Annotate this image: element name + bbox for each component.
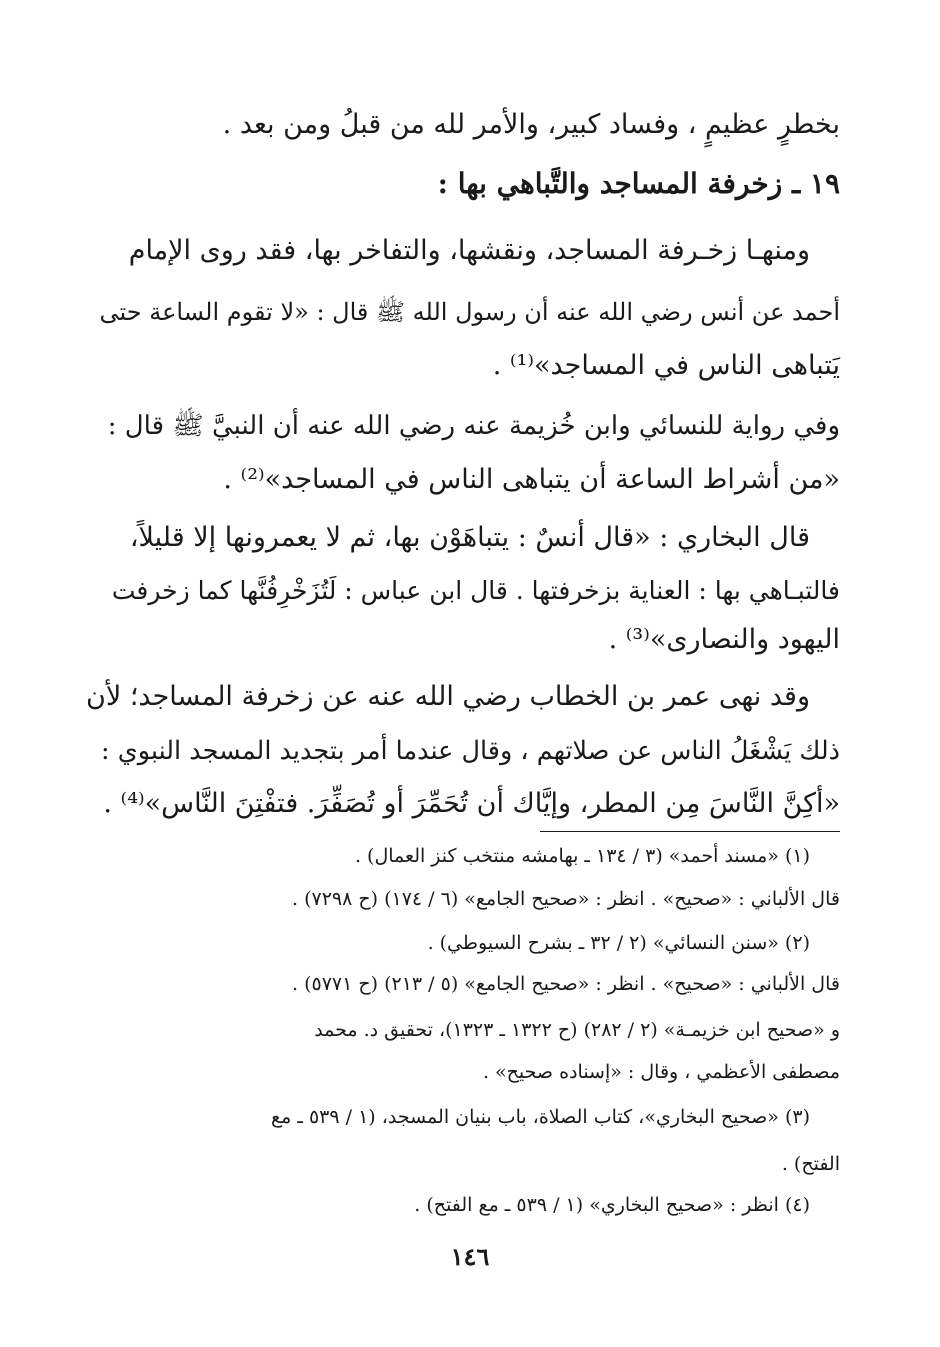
- body-line: ذلك يَشْغَلُ الناس عن صلاتهم ، وقال عندما أمر بتجديد المسجد النبوي :: [101, 736, 840, 766]
- footnote-line: قال الألباني : «صحيح» . انظر : «صحيح الجامع» (٦ / ١٧٤) (ح ٧٢٩٨) .: [291, 888, 840, 910]
- body-line: فالتبـاهي بها : العناية بزخرفتها . قال ابن عباس : لَتُزَخْرِفُنَّها كما زخرفت: [111, 576, 840, 605]
- section-heading: ١٩ ـ زخرفة المساجد والتَّباهي بها :: [437, 167, 840, 200]
- body-line: ومنهـا زخـرفة المساجد، ونقشها، والتفاخر بها، فقد روى الإمام: [128, 235, 810, 266]
- body-line: «أكِنَّ النَّاسَ مِن المطر، وإيَّاك أن تُحَمِّرَ أو تُصَفِّرَ. فتفْتِنَ النَّاس»⁽⁴⁾ .: [103, 788, 840, 819]
- body-line: اليهود والنصارى»⁽³⁾ .: [608, 624, 840, 655]
- footnote-separator: [540, 831, 840, 832]
- body-line: وفي رواية للنسائي وابن خُزيمة عنه رضي الله عنه أن النبيَّ ﷺ قال :: [107, 411, 840, 441]
- body-line: بخطرٍ عظيمٍ ، وفساد كبير، والأمر لله من قبلُ ومن بعد .: [222, 109, 840, 140]
- body-line: أحمد عن أنس رضي الله عنه أن رسول الله ﷺ قال : «لا تقوم الساعة حتى: [99, 298, 840, 326]
- footnote-line: قال الألباني : «صحيح» . انظر : «صحيح الجامع» (٥ / ٢١٣) (ح ٥٧٧١) .: [291, 973, 840, 995]
- page-number: ١٤٦: [450, 1242, 490, 1271]
- body-line: يَتباهى الناس في المساجد»⁽¹⁾ .: [492, 350, 840, 381]
- body-line: قال البخاري : «قال أنسٌ : يتباهَوْن بها، ثم لا يعمرونها إلا قليلاً،: [129, 522, 810, 553]
- footnote-line: (٢) «سنن النسائي» (٢ / ٣٢ ـ بشرح السيوطي) .: [427, 932, 810, 954]
- footnote-line: (٤) انظر : «صحيح البخاري» (١ / ٥٣٩ ـ مع الفتح) .: [414, 1194, 810, 1216]
- body-line: «من أشراط الساعة أن يتباهى الناس في المساجد»⁽²⁾ .: [223, 464, 840, 495]
- footnote-line: الفتح) .: [781, 1153, 840, 1175]
- footnote-line: (٣) «صحيح البخاري»، كتاب الصلاة، باب بنيان المسجد، (١ / ٥٣٩ ـ مع: [271, 1106, 810, 1128]
- body-line: وقد نهى عمر بن الخطاب رضي الله عنه عن زخرفة المساجد؛ لأن: [86, 681, 810, 712]
- footnote-line: مصطفى الأعظمي ، وقال : «إسناده صحيح» .: [482, 1061, 840, 1083]
- footnote-line: و «صحيح ابن خزيمـة» (٢ / ٢٨٢) (ح ١٣٢٢ ـ ١٣٢٣)، تحقيق د. محمد: [314, 1019, 840, 1041]
- footnote-line: (١) «مسند أحمد» (٣ / ١٣٤ ـ بهامشه منتخب كنز العمال) .: [354, 845, 810, 867]
